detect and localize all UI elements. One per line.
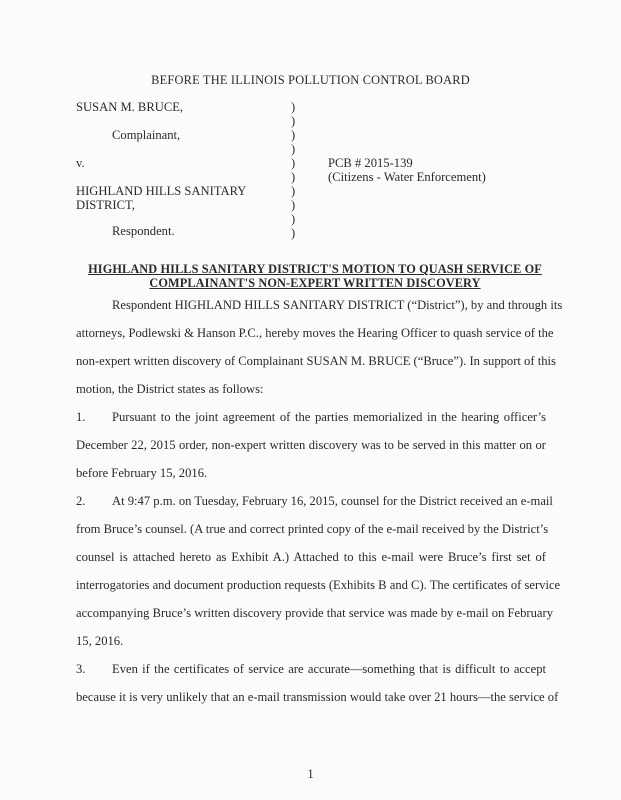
paragraph-1-line: Pursuant to the joint agreement of the parties memorialized in the hearing officer’s bbox=[112, 410, 546, 424]
paragraph-2-line: interrogatories and document production requests (Exhibits B and C). The certificates of service bbox=[76, 578, 561, 592]
paragraph-2-line: 15, 2016. bbox=[76, 634, 124, 648]
caption-paren: ) bbox=[291, 128, 296, 142]
paragraph-2-line: At 9:47 p.m. on Tuesday, February 16, 2015, counsel for the District received an e-mail bbox=[112, 494, 553, 508]
paragraph-1-number: 1. bbox=[76, 410, 86, 424]
respondent-label: Respondent. bbox=[112, 224, 175, 238]
caption-paren: ) bbox=[291, 184, 296, 198]
intro-line: non-expert written discovery of Complainant SUSAN M. BRUCE (“Bruce”). In support of this bbox=[76, 354, 556, 368]
paragraph-3-line: because it is very unlikely that an e-mail transmission would take over 21 hours—the service of bbox=[76, 690, 559, 704]
caption-paren: ) bbox=[291, 114, 296, 128]
paragraph-2-number: 2. bbox=[76, 494, 86, 508]
caption-paren: ) bbox=[291, 156, 296, 170]
motion-title-line-1: HIGHLAND HILLS SANITARY DISTRICT'S MOTION TO QUASH SERVICE OF bbox=[88, 262, 542, 276]
page-heading: BEFORE THE ILLINOIS POLLUTION CONTROL BOARD bbox=[151, 73, 470, 87]
caption-paren: ) bbox=[291, 100, 296, 114]
caption-paren: ) bbox=[291, 142, 296, 156]
caption-paren: ) bbox=[291, 170, 296, 184]
respondent-name-line-1: HIGHLAND HILLS SANITARY bbox=[76, 184, 247, 198]
paragraph-1-line: December 22, 2015 order, non-expert written discovery was to be served in this matter on or bbox=[76, 438, 546, 452]
case-number: PCB # 2015-139 bbox=[328, 156, 413, 170]
respondent-name-line-2: DISTRICT, bbox=[76, 198, 135, 212]
complainant-name: SUSAN M. BRUCE, bbox=[76, 100, 184, 114]
case-type: (Citizens - Water Enforcement) bbox=[328, 170, 486, 184]
paragraph-3-number: 3. bbox=[76, 662, 86, 676]
page-number: 1 bbox=[307, 767, 314, 781]
intro-line: attorneys, Podlewski & Hanson P.C., hereby moves the Hearing Officer to quash service of the bbox=[76, 326, 554, 340]
paragraph-2-line: counsel is attached hereto as Exhibit A.) Attached to this e-mail were Bruce’s first set of bbox=[76, 550, 546, 564]
paragraph-3-line: Even if the certificates of service are accurate—something that is difficult to accept bbox=[112, 662, 546, 676]
motion-title-line-2: COMPLAINANT'S NON-EXPERT WRITTEN DISCOVERY bbox=[149, 276, 481, 290]
paragraph-2-line: accompanying Bruce’s written discovery provide that service was made by e-mail on February bbox=[76, 606, 554, 620]
complainant-label: Complainant, bbox=[112, 128, 181, 142]
intro-line: motion, the District states as follows: bbox=[76, 382, 264, 396]
caption-paren: ) bbox=[291, 198, 296, 212]
paragraph-2-line: from Bruce’s counsel. (A true and correct printed copy of the e-mail received by the District’s bbox=[76, 522, 549, 536]
motion-title bbox=[70, 262, 560, 290]
intro-line: Respondent HIGHLAND HILLS SANITARY DISTRICT (“District”), by and through its bbox=[112, 298, 563, 312]
caption-paren: ) bbox=[291, 226, 296, 240]
paragraph-1-line: before February 15, 2016. bbox=[76, 466, 208, 480]
versus-label: v. bbox=[76, 156, 85, 170]
caption-paren: ) bbox=[291, 212, 296, 226]
